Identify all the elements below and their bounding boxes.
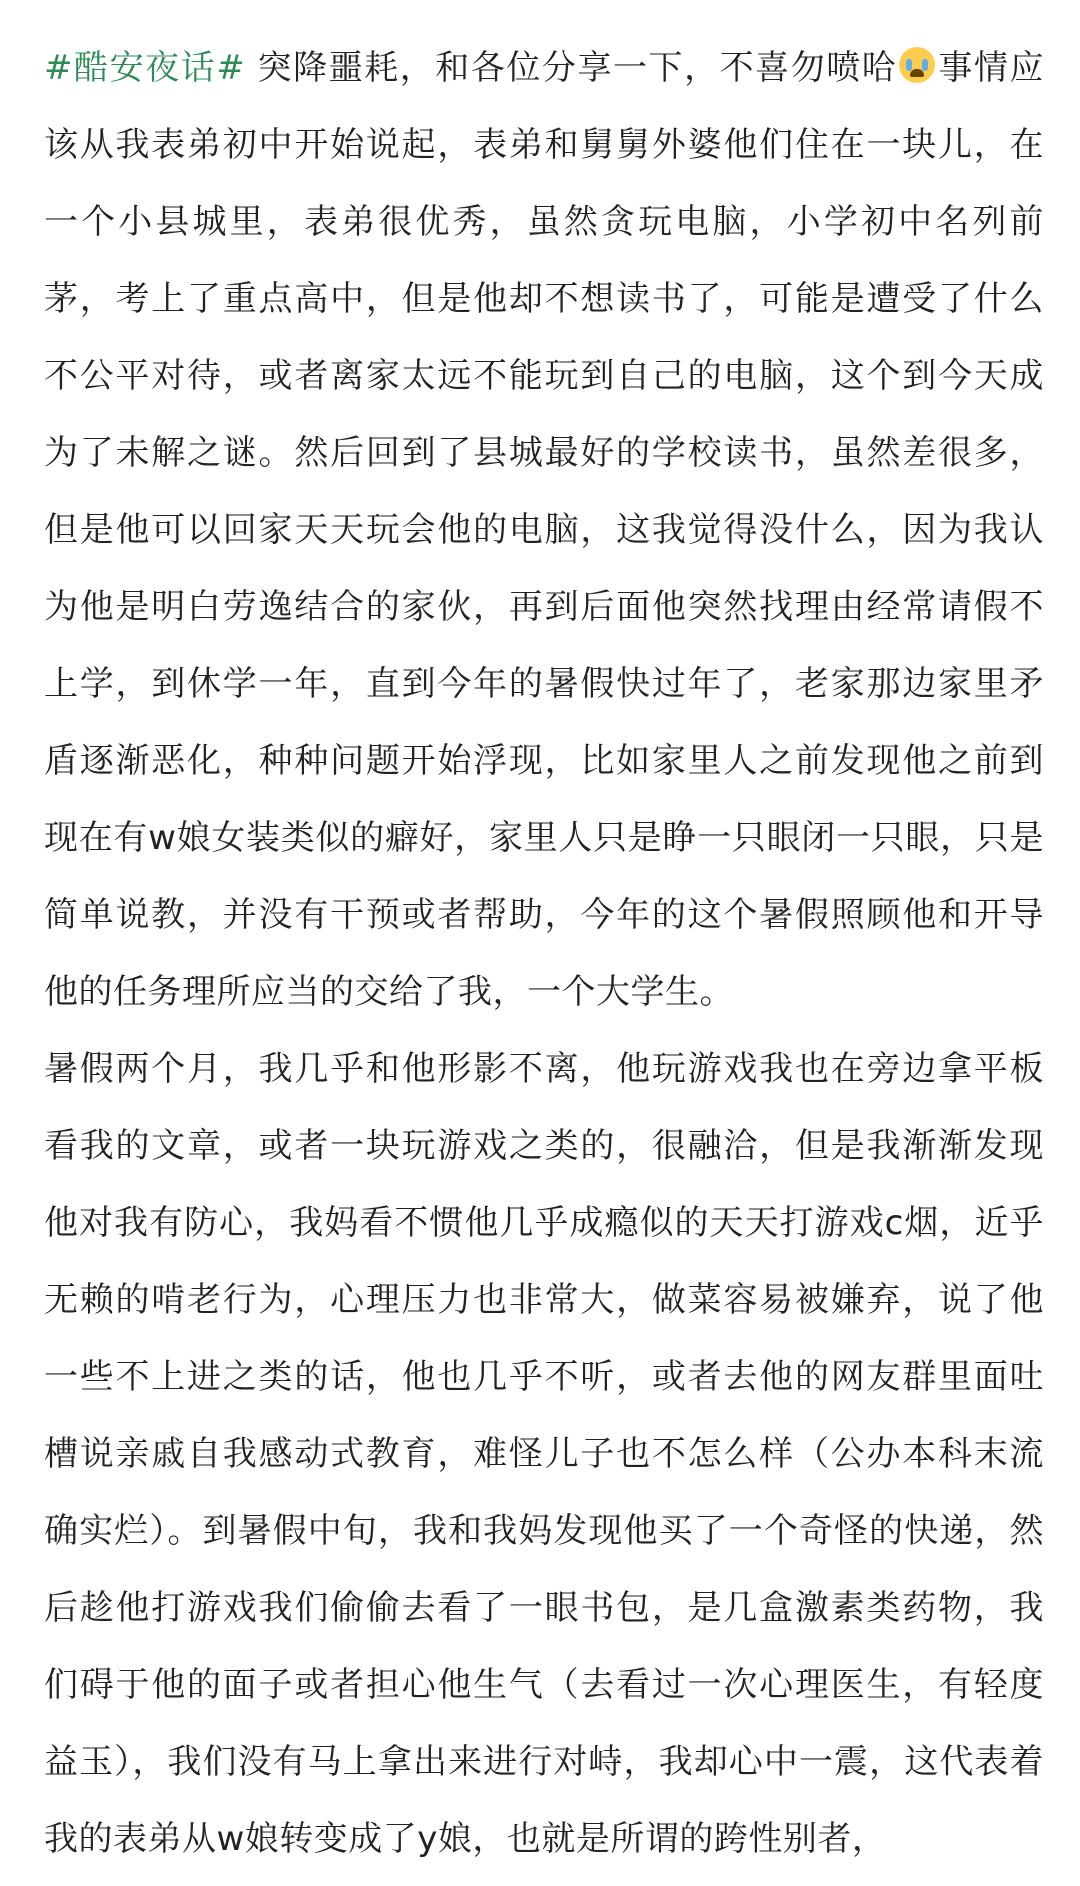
post-text-intro: 突降噩耗，和各位分享一下，不喜勿喷哈	[245, 48, 898, 88]
loudly-crying-face-icon	[899, 47, 935, 83]
post-body	[44, 30, 1044, 1878]
post-text-continued: 事情应该从我表弟初中开始说起，表弟和舅舅外婆他们住在一块儿，在一个小县城里，表弟很优秀，虽然贪玩电脑，小学初中名列前茅，考上了重点高中，但是他却不想读书了，可能是遭受了什么不公平对待，或者离家太远不能玩到自己的电脑，这个到今天成为了未解之谜。然后回到了县城最好的学校读书，虽然差很多，但是他可以回家天天玩会他的电脑，这我觉得没什么，因为我认为他是明白劳逸结合的家伙，再到后面他突然找理由经常请假不上学，到休学一年，直到今年的暑假快过年了，老家那边家里矛盾逐渐恶化，种种问题开始浮现，比如家里人之前发现他之前到现在有w娘女装类似的癖好，家里人只是睁一只眼闭一只眼，只是简单说教，并没有干预或者帮助，今年的这个暑假照顾他和开导他的任务理所应当的交给了我，一个大学生。	[44, 48, 1044, 1012]
hashtag-link[interactable]: #酷安夜话#	[44, 48, 246, 88]
post-paragraph-2: 暑假两个月，我几乎和他形影不离，他玩游戏我也在旁边拿平板看我的文章，或者一块玩游戏之类的，很融洽，但是我渐渐发现他对我有防心，我妈看不惯他几乎成瘾似的天天打游戏c烟，近乎无赖的啃老行为，心理压力也非常大，做菜容易被嫌弃，说了他一些不上进之类的话，他也几乎不听，或者去他的网友群里面吐槽说亲戚自我感动式教育，难怪儿子也不怎么样（公办本科末流确实烂）。到暑假中旬，我和我妈发现他买了一个奇怪的快递，然后趁他打游戏我们偷偷去看了一眼书包，是几盒激素类药物，我们碍于他的面子或者担心他生气（去看过一次心理医生，有轻度益玉），我们没有马上拿出来进行对峙，我却心中一震，这代表着我的表弟从w娘转变成了y娘，也就是所谓的跨性别者，	[44, 1049, 1044, 1859]
post-paragraph-1	[44, 30, 1044, 1031]
